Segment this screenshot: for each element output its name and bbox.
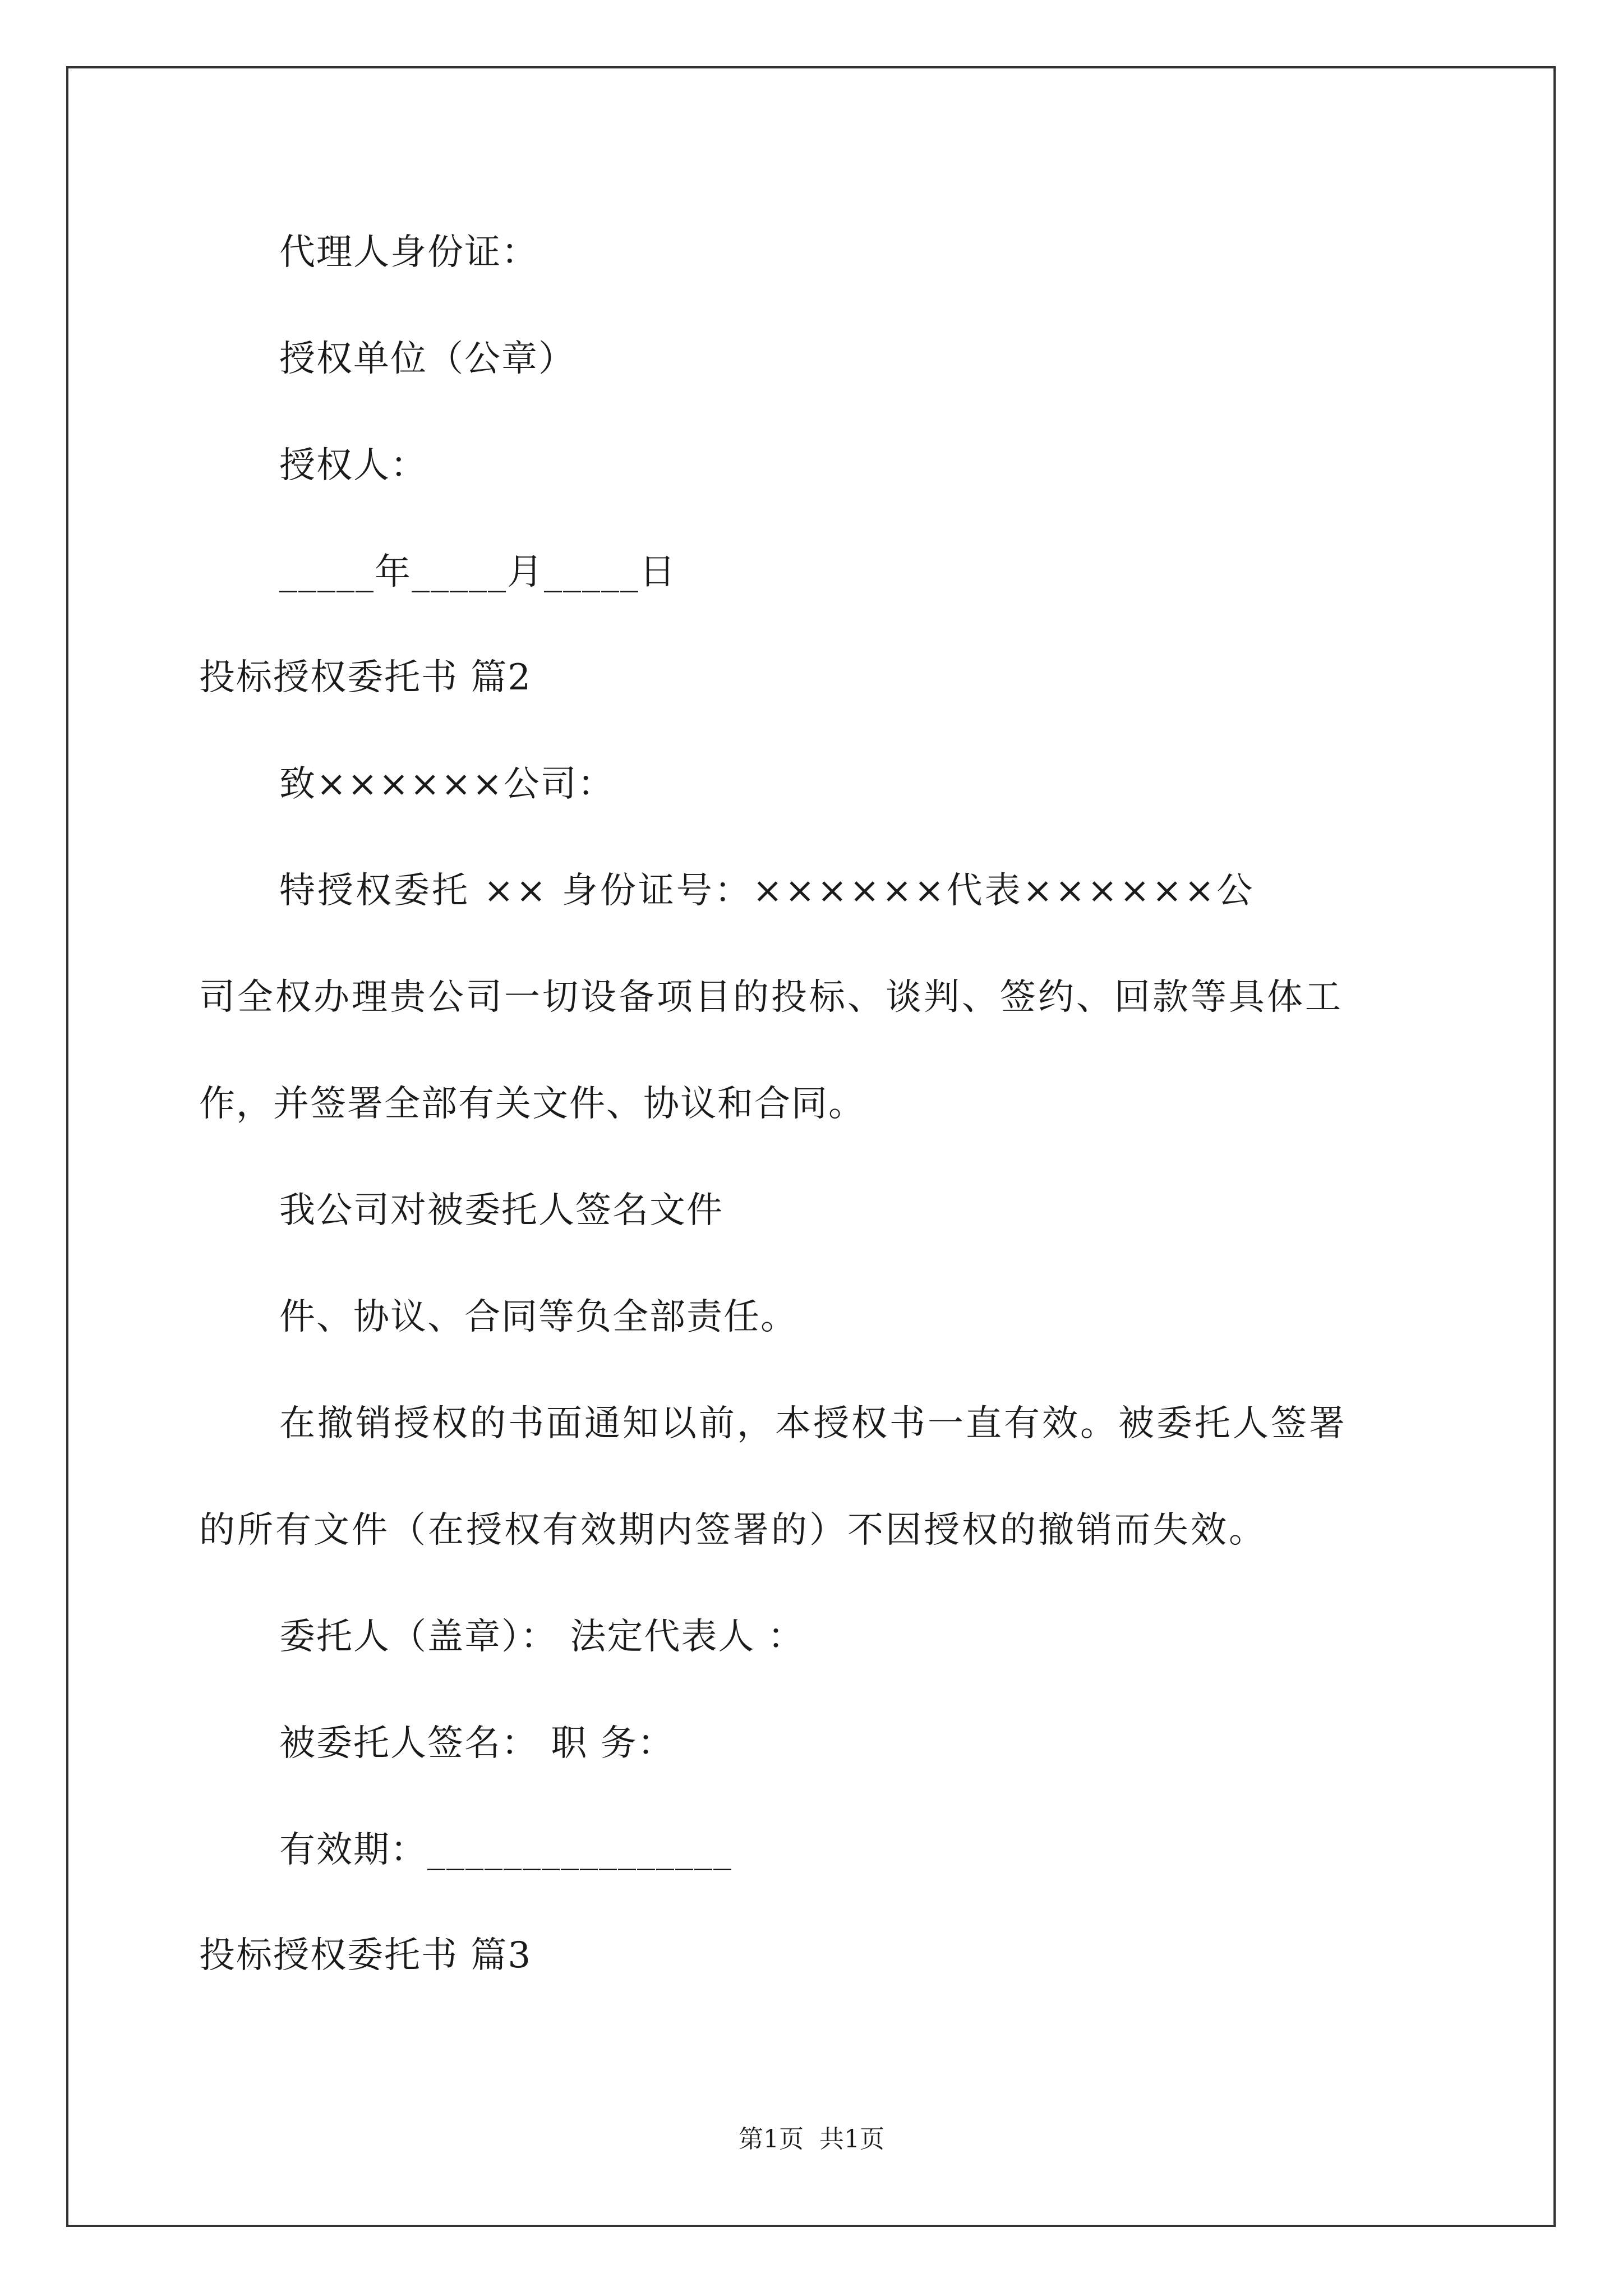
agent-id-line: 代理人身份证： xyxy=(279,232,538,273)
authorizing-unit-line: 授权单位（公章） xyxy=(279,338,575,380)
page-border xyxy=(66,66,1556,2227)
paragraph-3-line-2: 的所有文件（在授权有效期内签署的）不因授权的撤销而失效。 xyxy=(199,1510,1267,1551)
authorizer-line: 授权人： xyxy=(279,445,427,486)
principal-seal-line: 委托人（盖章）： 法定代表人 ： xyxy=(279,1616,805,1658)
paragraph-3-line-1: 在撤销授权的书面通知以前，本授权书一直有效。被委托人签署 xyxy=(279,1403,1347,1444)
date-line: _____年_____月_____日 xyxy=(279,551,676,593)
agent-signature-line: 被委托人签名： 职 务： xyxy=(279,1723,675,1764)
paragraph-1-line-1: 特授权委托 ×× 身份证号：××××××代表××××××公 xyxy=(279,870,1255,912)
addressee-line: 致××××××公司： xyxy=(279,763,615,805)
page-number: 第1页 共1页 xyxy=(739,2125,884,2154)
paragraph-1-line-3: 作，并签署全部有关文件、协议和合同。 xyxy=(199,1083,865,1125)
paragraph-2-line-1: 我公司对被委托人签名文件 xyxy=(279,1190,723,1231)
paragraph-2-line-2: 件、协议、合同等负全部责任。 xyxy=(279,1296,797,1338)
section-heading-2: 投标授权委托书 篇2 xyxy=(199,657,532,698)
paragraph-1-line-2: 司全权办理贵公司一切设备项目的投标、谈判、签约、回款等具体工 xyxy=(199,977,1343,1018)
section-heading-3: 投标授权委托书 篇3 xyxy=(199,1935,532,1976)
validity-period-line: 有效期：________________ xyxy=(279,1829,732,1871)
